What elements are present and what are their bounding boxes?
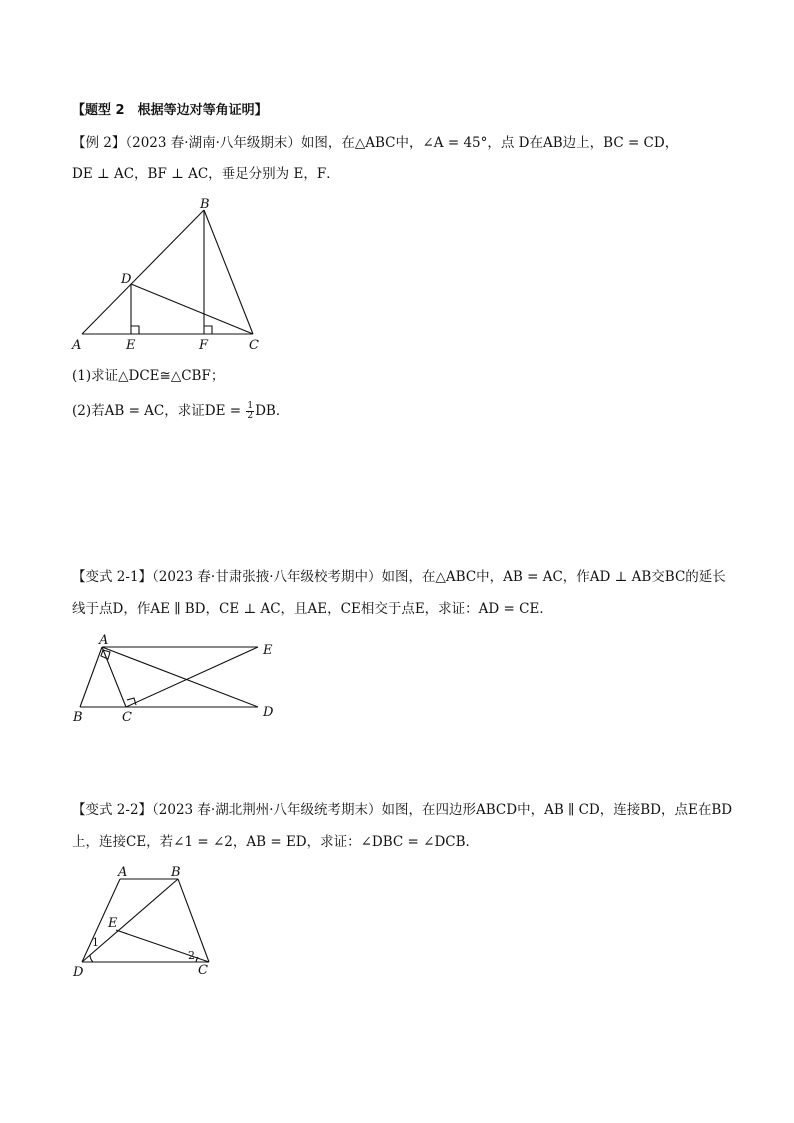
v2-angle-2: 2 [188, 949, 195, 962]
label-f: F [199, 338, 209, 353]
v2-label-e: E [108, 916, 118, 931]
v2-label-c: C [198, 963, 208, 978]
label-c: C [249, 338, 259, 353]
question-2-suffix: DB． [255, 403, 290, 419]
label-e: E [126, 338, 136, 353]
fraction-numerator: 1 [247, 401, 254, 411]
label-a: A [72, 338, 82, 353]
v1-label-d: D [263, 705, 274, 720]
variant1-line-1: 【变式 2-1】（2023 春·甘肃张掖·八年级校考期中）如图，在△ABC中，AB = AC，作AD ⊥ AB交BC的延长 [72, 569, 726, 585]
v2-angle-1: 1 [92, 936, 99, 949]
question-1: (1)求证△DCE≅△CBF； [72, 368, 225, 384]
v2-label-d: D [73, 965, 84, 980]
v1-label-c: C [122, 710, 132, 725]
fraction [246, 402, 254, 421]
variant1-line-2: 线于点D，作AE ∥ BD，CE ⊥ AC，且AE，CE相交于点E，求证：AD = CE． [72, 601, 553, 617]
question-2-prefix: (2)若AB = AC，求证DE = [72, 403, 246, 419]
v2-label-a: A [118, 865, 128, 880]
fraction-denominator: 2 [247, 411, 254, 421]
v2-label-b: B [171, 865, 181, 880]
example-line-1: 【例 2】（2023 春·湖南·八年级期末）如图，在△ABC中，∠A = 45°，点 D在AB边上，BC = CD， [72, 135, 679, 151]
variant2-line-1: 【变式 2-2】（2023 春·湖北荆州·八年级统考期末）如图，在四边形ABCD中，AB ∥ CD，连接BD，点E在BD [72, 802, 733, 818]
example-line-2: DE ⊥ AC，BF ⊥ AC，垂足分别为 E，F． [72, 166, 340, 182]
v1-label-a: A [99, 633, 109, 648]
v1-label-e: E [263, 643, 273, 658]
variant2-line-2: 上，连接CE，若∠1 = ∠2，AB = ED，求证：∠DBC = ∠DCB． [72, 834, 480, 850]
label-d: D [121, 272, 132, 287]
label-b: B [200, 197, 210, 212]
section-title: 【题型 2 根据等边对等角证明】 [72, 103, 268, 118]
question-2 [72, 402, 289, 421]
v1-label-b: B [73, 710, 83, 725]
